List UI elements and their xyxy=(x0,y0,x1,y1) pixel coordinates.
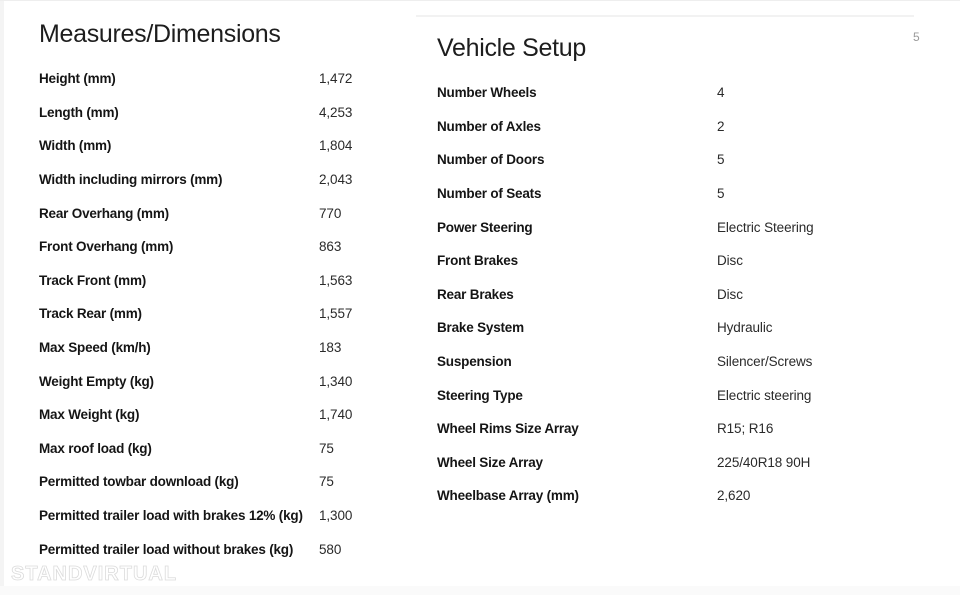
spec-row-number-wheels xyxy=(437,76,917,110)
spec-label: Number of Axles xyxy=(437,118,541,134)
spec-value: 5 xyxy=(717,152,725,168)
spec-row-length xyxy=(39,96,399,130)
vehicle-setup-section xyxy=(437,33,917,513)
spec-label: Permitted towbar download (kg) xyxy=(39,474,239,490)
spec-label: Brake System xyxy=(437,320,524,336)
spec-row-front-brakes xyxy=(437,244,917,278)
spec-row-rear-overhang xyxy=(39,196,399,230)
spec-row-steering-type xyxy=(437,378,917,412)
spec-value: 1,563 xyxy=(319,272,353,288)
spec-value: 183 xyxy=(319,340,342,356)
page-marker: 5 xyxy=(913,30,920,44)
spec-value: 75 xyxy=(319,474,334,490)
spec-row-track-front xyxy=(39,264,399,298)
spec-label: Track Front (mm) xyxy=(39,272,147,288)
spec-value: 580 xyxy=(319,541,342,557)
spec-value: Hydraulic xyxy=(717,320,773,336)
spec-row-towbar-download xyxy=(39,465,399,499)
spec-label: Length (mm) xyxy=(39,104,119,120)
vehicle-setup-list xyxy=(437,76,917,513)
spec-label: Wheel Size Array xyxy=(437,454,543,470)
spec-label: Wheel Rims Size Array xyxy=(437,421,579,437)
spec-value: Disc xyxy=(717,286,743,302)
spec-value: 1,300 xyxy=(319,508,353,524)
spec-row-weight-empty xyxy=(39,364,399,398)
spec-row-track-rear xyxy=(39,297,399,331)
spec-value: 75 xyxy=(319,440,334,456)
spec-label: Width (mm) xyxy=(39,138,112,154)
spec-value: 1,472 xyxy=(319,71,353,87)
spec-row-height xyxy=(39,62,399,96)
spec-value: 1,340 xyxy=(319,373,353,389)
spec-label: Wheelbase Array (mm) xyxy=(437,488,579,504)
measures-section xyxy=(39,19,399,566)
spec-row-trailer-without-brakes xyxy=(39,532,399,566)
spec-value: 1,740 xyxy=(319,407,353,423)
spec-value: 1,557 xyxy=(319,306,353,322)
spec-label: Number of Seats xyxy=(437,186,542,202)
spec-value: 4 xyxy=(717,85,725,101)
spec-label: Number of Doors xyxy=(437,152,545,168)
bottom-band xyxy=(0,586,960,595)
spec-label: Track Rear (mm) xyxy=(39,306,142,322)
spec-value: 4,253 xyxy=(319,104,353,120)
spec-value: 863 xyxy=(319,239,342,255)
spec-value: 1,804 xyxy=(319,138,353,154)
spec-row-brake-system xyxy=(437,311,917,345)
spec-row-wheelbase xyxy=(437,479,917,513)
spec-value: Silencer/Screws xyxy=(717,354,813,370)
spec-label: Suspension xyxy=(437,354,512,370)
spec-label: Max Weight (kg) xyxy=(39,407,140,423)
spec-label: Front Brakes xyxy=(437,253,518,269)
spec-label: Power Steering xyxy=(437,219,533,235)
spec-value: R15; R16 xyxy=(717,421,774,437)
spec-row-number-axles xyxy=(437,110,917,144)
spec-row-wheel-rims-size xyxy=(437,412,917,446)
standvirtual-watermark-logo: STANDVIRTUAL xyxy=(11,563,178,585)
spec-label: Permitted trailer load without brakes (kg) xyxy=(39,541,294,557)
spec-label: Height (mm) xyxy=(39,71,116,87)
spec-value: 225/40R18 90H xyxy=(717,454,811,470)
spec-label: Rear Overhang (mm) xyxy=(39,205,169,221)
spec-label: Weight Empty (kg) xyxy=(39,373,154,389)
spec-row-suspension xyxy=(437,345,917,379)
spec-value: 770 xyxy=(319,205,342,221)
spec-label: Max Speed (km/h) xyxy=(39,340,151,356)
spec-value: Electric steering xyxy=(717,387,812,403)
spec-row-power-steering xyxy=(437,210,917,244)
spec-value: 2,620 xyxy=(717,488,751,504)
spec-value: Disc xyxy=(717,253,743,269)
spec-value: Electric Steering xyxy=(717,219,814,235)
spec-label: Max roof load (kg) xyxy=(39,440,152,456)
spec-row-max-weight xyxy=(39,398,399,432)
spec-row-width-mirrors xyxy=(39,163,399,197)
spec-row-number-seats xyxy=(437,177,917,211)
spec-value: 2 xyxy=(717,118,725,134)
spec-value: 5 xyxy=(717,186,725,202)
vehicle-setup-title: Vehicle Setup xyxy=(437,34,586,62)
spec-label: Number Wheels xyxy=(437,85,537,101)
left-edge-shadow xyxy=(0,1,4,595)
spec-row-rear-brakes xyxy=(437,278,917,312)
spec-row-max-roof-load xyxy=(39,432,399,466)
spec-label: Front Overhang (mm) xyxy=(39,239,174,255)
spec-label: Rear Brakes xyxy=(437,286,514,302)
spec-row-trailer-with-brakes xyxy=(39,499,399,533)
measures-list xyxy=(39,62,399,566)
spec-row-width xyxy=(39,129,399,163)
spec-row-max-speed xyxy=(39,331,399,365)
spec-label: Width including mirrors (mm) xyxy=(39,172,223,188)
spec-row-number-doors xyxy=(437,143,917,177)
top-divider xyxy=(416,15,914,17)
spec-label: Steering Type xyxy=(437,387,523,403)
spec-label: Permitted trailer load with brakes 12% (kg) xyxy=(39,508,303,524)
measures-title: Measures/Dimensions xyxy=(39,20,281,48)
spec-value: 2,043 xyxy=(319,172,353,188)
spec-row-front-overhang xyxy=(39,230,399,264)
spec-row-wheel-size xyxy=(437,446,917,480)
